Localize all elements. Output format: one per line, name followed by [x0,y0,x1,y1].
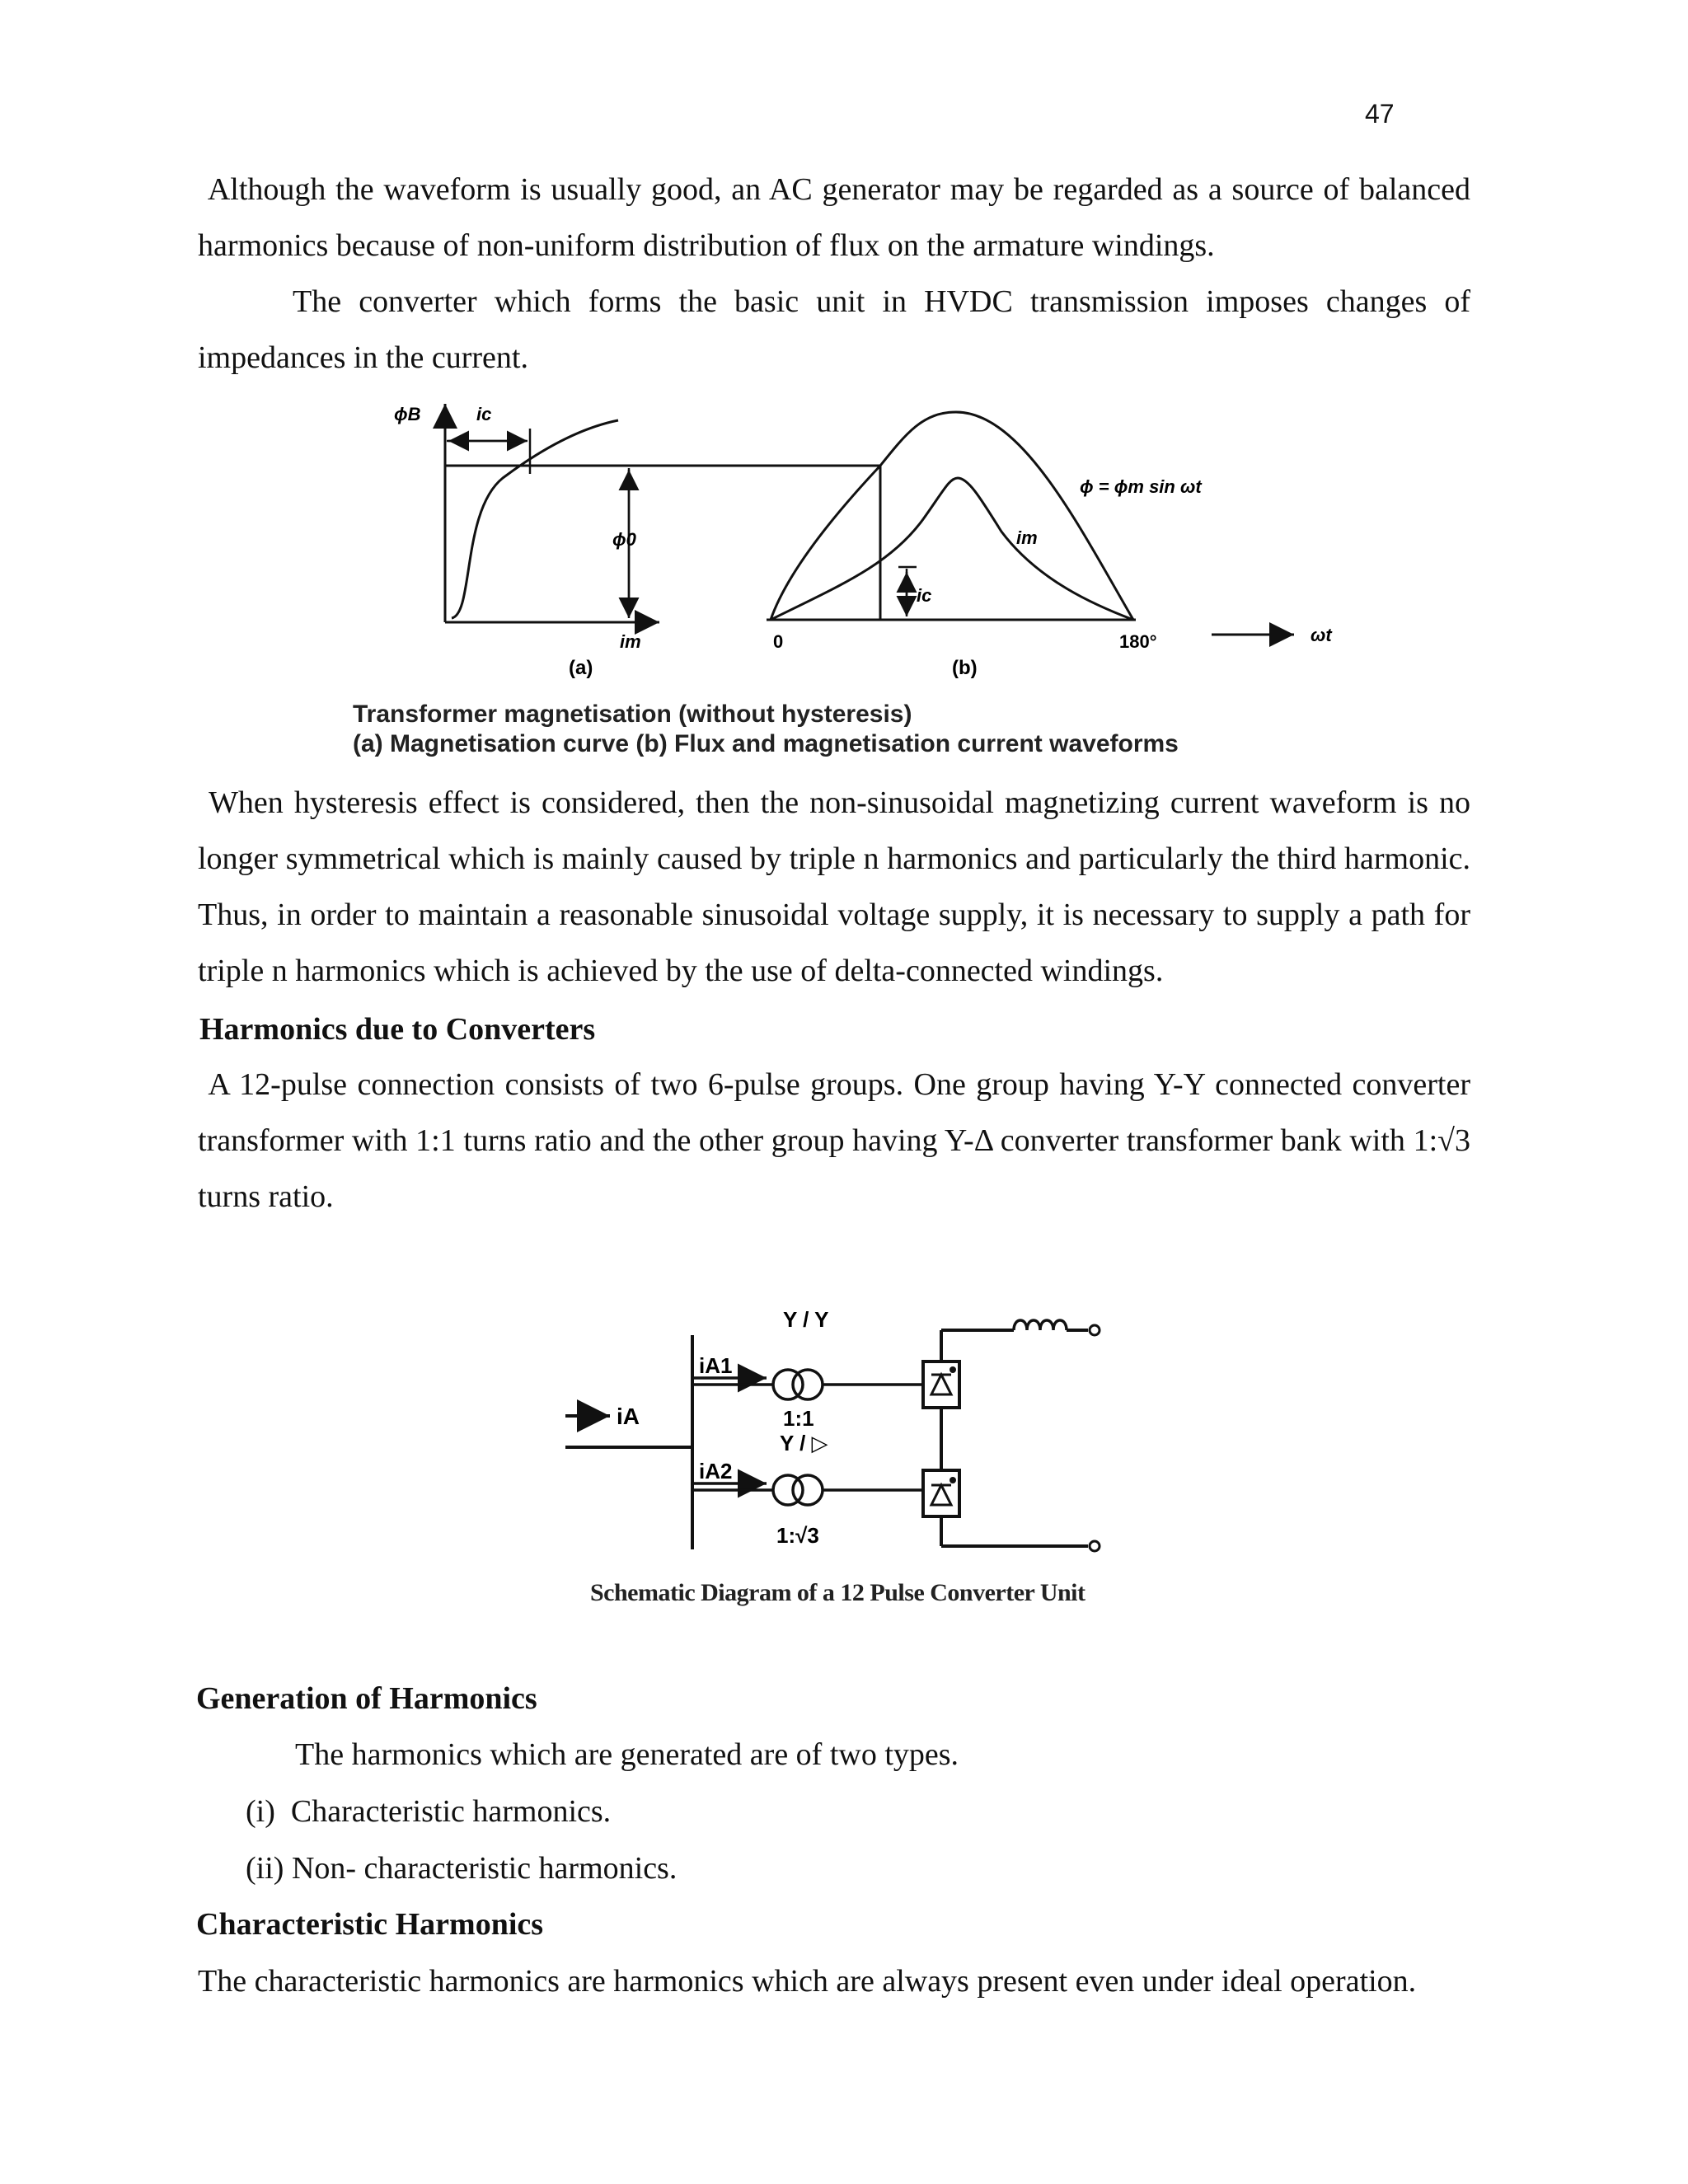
label-ia: iA [617,1404,640,1429]
magnetising-current-curve [771,478,1133,620]
label-ydelta: Y / ▷ [780,1431,828,1455]
transformer-yy-icon [773,1370,823,1399]
list-item-text: Non- characteristic harmonics. [291,1851,678,1886]
heading-characteristic-harmonics: Characteristic Harmonics [196,1907,544,1942]
thyristor-bridge-bottom-icon [923,1470,959,1516]
generation-intro: The harmonics which are generated are of two types. [295,1737,959,1772]
label-ic-mid: ic [917,585,932,606]
label-180-deg: 180° [1119,631,1157,652]
list-item-number: (ii) [246,1851,284,1886]
label-ratio-1-sqrt3: 1:√3 [776,1523,819,1548]
transformer-ydelta-icon [773,1475,823,1505]
label-im-peak: im [1016,527,1038,548]
label-ia2: iA2 [699,1459,733,1483]
label-origin: 0 [773,631,784,652]
thyristor-bridge-top-icon [923,1361,959,1408]
paragraph-12-pulse: A 12-pulse connection consists of two 6-pulse groups. One group having Y-Y connected converter transformer with 1:1 turns ratio and the other group having Y-Δ converter transformer bank with 1:√3 turns ratio. [198,1067,1470,1214]
dc-terminal-bottom [1090,1541,1100,1551]
label-im-axis: im [620,631,641,652]
paragraph-hysteresis: When hysteresis effect is considered, then the non-sinusoidal magnetizing current waveform is no longer symmetrical which is mainly caused by triple n harmonics and particularly the third harmonic. Thus, in order to maintain a reasonable sinusoidal voltage supply, it is necessary to supply a path for triple n harmonics which is achieved by the use of delta-connected windings. [198,785,1470,988]
list-item [246,1789,611,1834]
label-ic-top: ic [476,404,492,424]
converter-schematic-figure [560,1302,1121,1574]
dc-terminal-top [1090,1325,1100,1335]
heading-harmonics-converters: Harmonics due to Converters [199,1012,596,1047]
smoothing-reactor-icon [1014,1320,1067,1330]
paragraph-generator-harmonics: Although the waveform is usually good, an AC generator may be regarded as a source of balanced harmonics because of non-uniform distribution of flux on the armature windings. [198,172,1470,263]
label-ia1: iA1 [699,1353,733,1378]
label-panel-b: (b) [952,657,978,679]
figure-1-caption-line-1: Transformer magnetisation (without hysteresis) [353,701,912,728]
figure-2-caption: Schematic Diagram of a 12 Pulse Converter Unit [590,1579,1085,1606]
magnetisation-figure [330,396,1368,692]
label-panel-a: (a) [569,657,593,679]
flux-sine-curve [771,412,1133,620]
label-omega-t: ωt [1311,625,1332,645]
figure-1-caption-line-2: (a) Magnetisation curve (b) Flux and magnetisation current waveforms [353,730,1179,757]
heading-generation-harmonics: Generation of Harmonics [196,1681,537,1716]
label-phi-equation: ϕ = ϕm sin ωt [1080,476,1202,497]
label-phi-b: ϕB [394,404,421,424]
page-number: 47 [1365,99,1395,129]
label-yy: Y / Y [783,1307,829,1332]
paragraph-characteristic: The characteristic harmonics are harmonics which are always present even under ideal operation. [198,1964,1417,1999]
paragraph-converter-impedance: The converter which forms the basic unit in HVDC transmission imposes changes of impedances in the current. [198,284,1470,375]
magnetisation-curve [452,420,618,618]
list-item [246,1846,677,1891]
label-ratio-1-1: 1:1 [783,1406,814,1431]
list-item-text: Characteristic harmonics. [290,1794,612,1829]
label-phi-0: ϕ0 [612,529,636,550]
list-item-number: (i) [246,1794,275,1829]
